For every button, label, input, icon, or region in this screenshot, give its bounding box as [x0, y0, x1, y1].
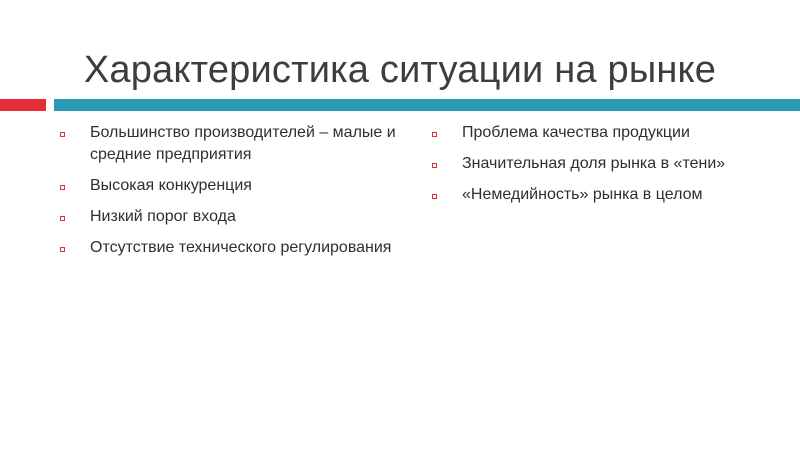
left-bullet-text: Большинство производителей – малые и средние предприятия — [90, 124, 396, 163]
square-bullet-icon — [60, 247, 65, 252]
left-bullet-item — [56, 122, 406, 166]
left-bullet-item — [56, 206, 406, 228]
left-bullet-item — [56, 237, 406, 259]
title-accent-teal-bar — [54, 99, 800, 111]
square-bullet-icon — [432, 194, 437, 199]
right-bullet-column — [428, 122, 778, 215]
right-bullet-text: «Немедийность» рынка в целом — [462, 186, 703, 203]
square-bullet-icon — [432, 132, 437, 137]
left-bullet-list — [56, 122, 406, 259]
left-bullet-text: Высокая конкуренция — [90, 177, 252, 194]
title-accent-red-bar — [0, 99, 46, 111]
square-bullet-icon — [60, 132, 65, 137]
slide-title: Характеристика ситуации на рынке — [83, 49, 717, 91]
right-bullet-item — [428, 153, 778, 175]
right-bullet-list — [428, 122, 778, 206]
left-bullet-text: Отсутствие технического регулирования — [90, 239, 392, 256]
left-bullet-item — [56, 175, 406, 197]
title-accent-gap — [46, 99, 54, 111]
square-bullet-icon — [60, 185, 65, 190]
right-bullet-text: Значительная доля рынка в «тени» — [462, 155, 726, 172]
right-bullet-text: Проблема качества продукции — [462, 124, 690, 141]
square-bullet-icon — [60, 216, 65, 221]
right-bullet-item — [428, 184, 778, 206]
left-bullet-text: Низкий порог входа — [90, 208, 236, 225]
square-bullet-icon — [432, 163, 437, 168]
left-bullet-column — [56, 122, 406, 268]
right-bullet-item — [428, 122, 778, 144]
